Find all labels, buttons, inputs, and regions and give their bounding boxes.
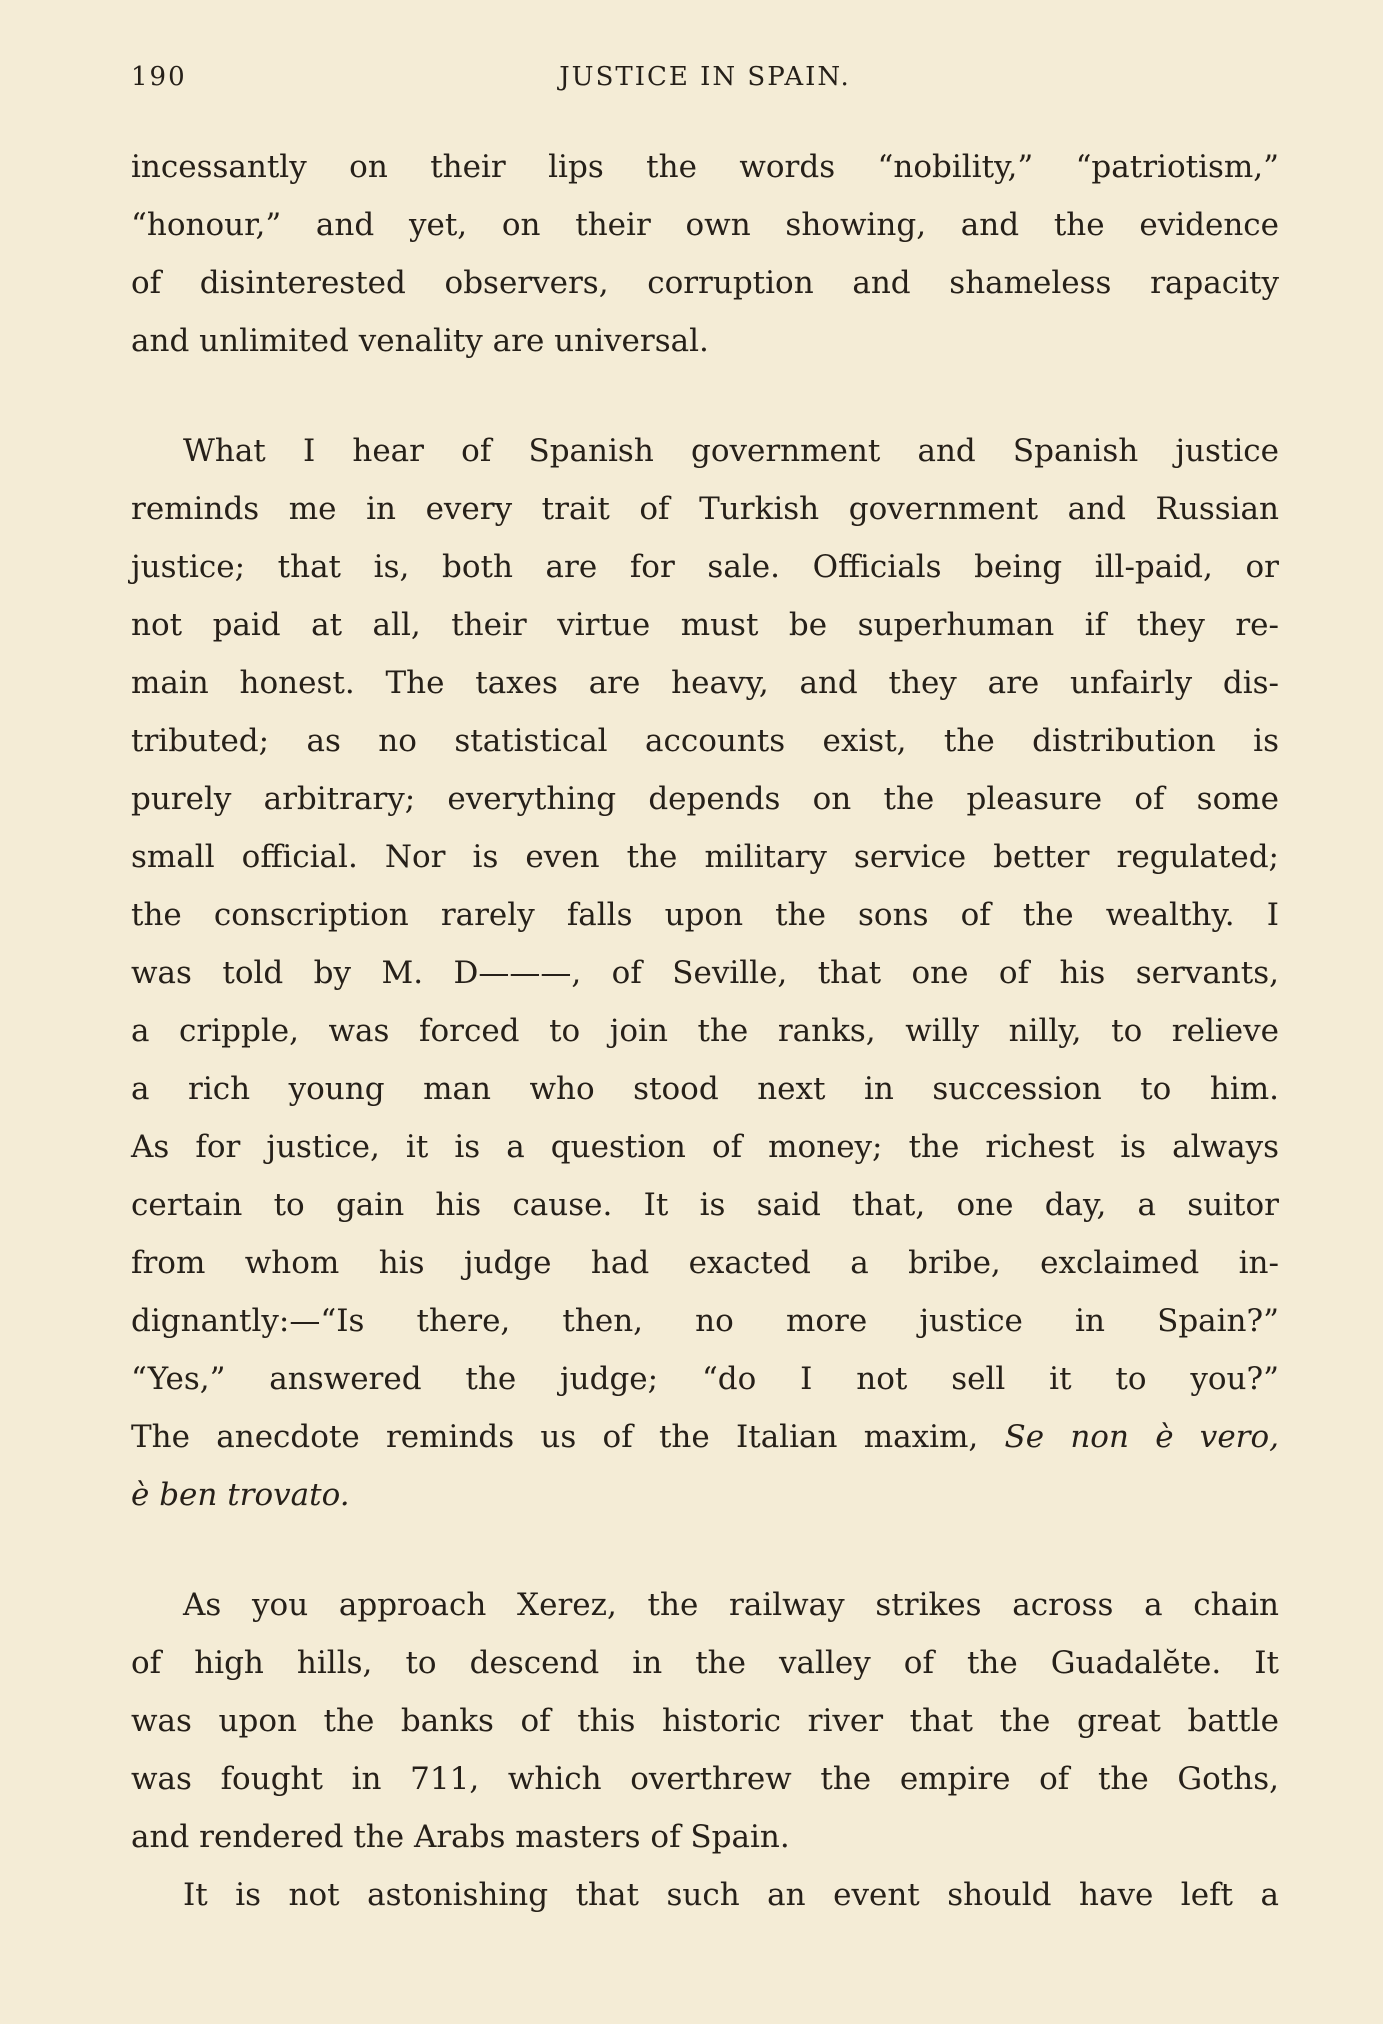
text-line: was told by M. D———, of Seville, that one of his servants, [131, 955, 1279, 991]
page-number: 190 [131, 62, 187, 92]
text-line: certain to gain his cause. It is said that, one day, a suitor [131, 1187, 1279, 1223]
text-line: incessantly on their lips the words “nobility,” “patriotism,” [131, 149, 1279, 185]
text-line: and unlimited venality are universal. [131, 323, 709, 359]
text-line: It is not astonishing that such an event should have left a [183, 1877, 1279, 1913]
text-line: As for justice, it is a question of money; the richest is always [131, 1129, 1279, 1165]
text-line: the conscription rarely falls upon the sons of the wealthy. I [131, 897, 1279, 933]
paragraph-gap [131, 370, 1279, 422]
paragraph [131, 422, 1279, 1524]
text-line: and rendered the Arabs masters of Spain. [131, 1819, 790, 1855]
page-body [131, 138, 1279, 1924]
text-line: small official. Nor is even the military service better regulated; [131, 839, 1279, 875]
page-header [131, 62, 1279, 104]
text-line-italic [131, 1466, 1279, 1524]
text-line: “honour,” and yet, on their own showing, and the evidence [131, 207, 1279, 243]
text-line: As you approach Xerez, the railway strikes across a chain [183, 1587, 1279, 1623]
paragraph [131, 138, 1279, 370]
text-segment: The anecdote reminds us of the Italian maxim, [131, 1419, 979, 1455]
text-line: not paid at all, their virtue must be superhuman if they re- [131, 607, 1279, 643]
text-line: of disinterested observers, corruption and shameless rapacity [131, 265, 1279, 301]
text-line: dignantly:—“Is there, then, no more justice in Spain?” [131, 1303, 1279, 1339]
text-line: reminds me in every trait of Turkish government and Russian [131, 491, 1279, 527]
paragraph [131, 1576, 1279, 1866]
text-line: What I hear of Spanish government and Spanish justice [183, 433, 1279, 469]
text-line: justice; that is, both are for sale. Officials being ill-paid, or [131, 549, 1279, 585]
paragraph-gap [131, 1524, 1279, 1576]
italic-phrase: Se non è vero, [1004, 1419, 1279, 1455]
text-line: was fought in 711, which overthrew the empire of the Goths, [131, 1761, 1279, 1797]
running-title: JUSTICE IN SPAIN. [559, 62, 851, 92]
text-line: was upon the banks of this historic river that the great battle [131, 1703, 1279, 1739]
text-line: a cripple, was forced to join the ranks, willy nilly, to relieve [131, 1013, 1279, 1049]
italic-phrase: è ben trovato. [131, 1477, 350, 1513]
text-line: a rich young man who stood next in succession to him. [131, 1071, 1279, 1107]
text-line: main honest. The taxes are heavy, and they are unfairly dis- [131, 665, 1279, 701]
text-line: from whom his judge had exacted a bribe, exclaimed in- [131, 1245, 1279, 1281]
text-line: “Yes,” answered the judge; “do I not sell it to you?” [131, 1361, 1279, 1397]
text-line: tributed; as no statistical accounts exist, the distribution is [131, 723, 1279, 759]
text-line: of high hills, to descend in the valley of the Guadalĕte. It [131, 1645, 1279, 1681]
paragraph [131, 1866, 1279, 1924]
text-line-with-italic [131, 1408, 1279, 1466]
text-line: purely arbitrary; everything depends on the pleasure of some [131, 781, 1279, 817]
